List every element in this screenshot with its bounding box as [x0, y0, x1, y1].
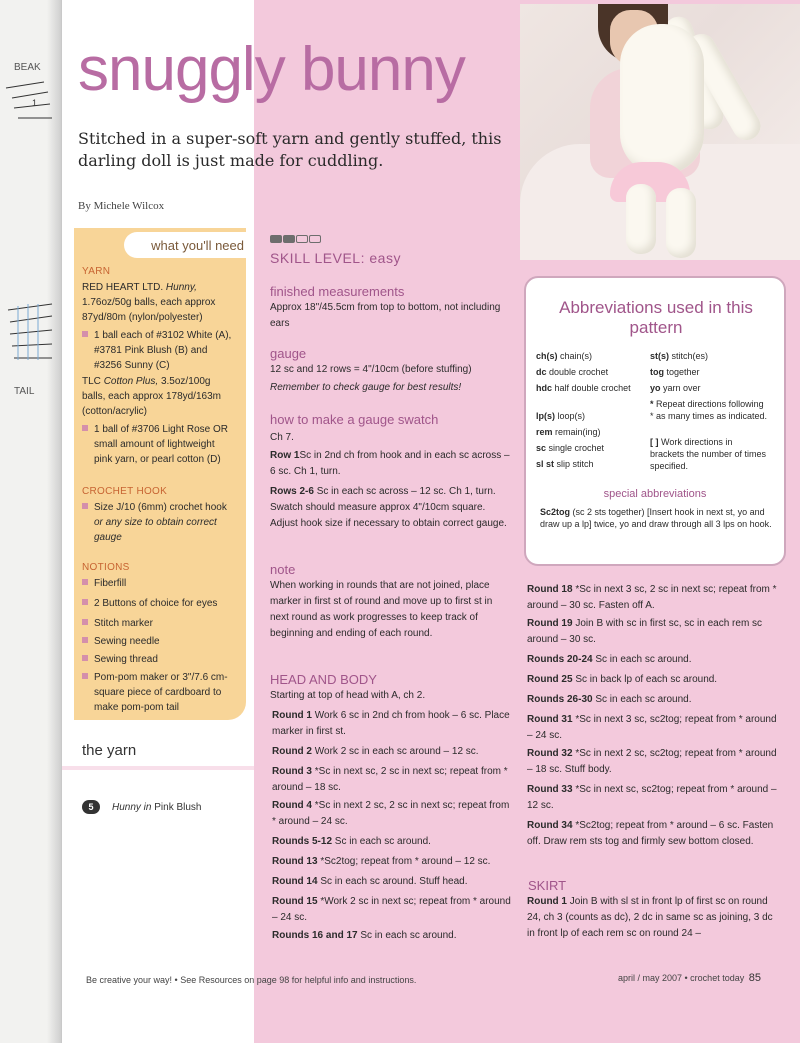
bullet-square-icon	[82, 503, 88, 509]
bullet-square-icon	[82, 579, 88, 585]
skirt-heading: SKIRT	[528, 878, 567, 893]
abbreviation-entry: st(s) stitch(es)	[650, 351, 709, 361]
special-abbreviations-heading: special abbreviations	[603, 488, 707, 500]
yarn-brand-1: RED HEART LTD.	[82, 282, 164, 293]
notion-item: 2 Buttons of choice for eyes	[82, 596, 242, 611]
notion-item: Stitch marker	[82, 616, 242, 631]
diagram-fragment-top	[4, 78, 56, 138]
measurements-text: Approx 18"/45.5cm from top to bottom, not including ears	[270, 302, 501, 329]
hook-section-heading: CROCHET HOOK	[82, 486, 168, 497]
pattern-round: Round 18 *Sc in next 3 sc, 2 sc in next sc; repeat from * around – 30 sc. Fasten off A.	[527, 584, 777, 611]
abbreviation-entry: rem remain(ing)	[536, 427, 601, 437]
title-word-bunny: bunny	[300, 35, 465, 104]
footer-issue: april / may 2007 • crochet today 85	[618, 972, 761, 984]
abbreviation-entry: ch(s) chain(s)	[536, 351, 593, 361]
special-abbreviation-entry: Sc2tog (sc 2 sts together) [Insert hook in next st, yo and draw up a lp] twice, yo and draw through all 3 lps on hook.	[540, 507, 772, 529]
bullet-square-icon	[82, 599, 88, 605]
footer-note: Be creative your way! • See Resources on page 98 for helpful info and instructions.	[86, 975, 417, 985]
hook-bullet: Size J/10 (6mm) crochet hook or any size to obtain correct gauge	[82, 500, 242, 545]
facing-page-edge	[0, 0, 62, 1043]
note-heading: note	[270, 562, 296, 577]
abbreviation-entry: tog together	[650, 367, 700, 377]
notion-item: Sewing needle	[82, 634, 242, 649]
page-gutter	[47, 0, 61, 1043]
pattern-round: Round 33 *Sc in next sc, sc2tog; repeat from * around – 12 sc.	[527, 784, 777, 811]
pattern-round: Round 3 *Sc in next sc, 2 sc in next sc; repeat from * around – 18 sc.	[272, 766, 508, 793]
abbreviation-entry: hdc half double crochet	[536, 383, 631, 393]
bullet-square-icon	[82, 655, 88, 661]
pattern-round: Round 19 Join B with sc in first sc, sc in each rem sc around – 30 sc.	[527, 618, 763, 645]
bullet-square-icon	[82, 425, 88, 431]
abbreviation-entry: [ ] Work directions in brackets the number of times specified.	[650, 437, 767, 471]
pattern-round: Round 32 *Sc in next 2 sc, sc2tog; repeat from * around – 18 sc. Stuff body.	[527, 748, 777, 775]
yarn-section-heading: YARN	[82, 266, 111, 277]
materials-heading: what you'll need	[124, 232, 254, 258]
yarn-brand-2: TLC	[82, 376, 101, 387]
subtitle: Stitched in a super-soft yarn and gently stuffed, this darling doll is just made for cuddling.	[78, 129, 502, 170]
pattern-round: Rounds 26-30 Sc in each sc around.	[527, 694, 692, 705]
swatch-heading: how to make a gauge swatch	[270, 412, 439, 427]
notions-section-heading: NOTIONS	[82, 562, 130, 573]
diagram-label-tail: TAIL	[14, 386, 35, 397]
svg-text:1: 1	[32, 98, 38, 108]
abbreviation-entry: yo yarn over	[650, 383, 701, 393]
abbreviation-entry: sl st slip stitch	[536, 459, 594, 469]
pattern-round: Rounds 20-24 Sc in each sc around.	[527, 654, 692, 665]
diagram-label-beak: BEAK	[14, 62, 41, 73]
yarn-divider	[62, 766, 254, 770]
note-text: When working in rounds that are not joined, place marker in first st of round and move up to first st in next round as work progresses to keep track of beginning and ending of each round.	[270, 580, 493, 639]
pattern-round: Rounds 16 and 17 Sc in each sc around.	[272, 930, 457, 941]
yarn-bullet-1: 1 ball each of #3102 White (A), #3781 Pink Blush (B) and #3256 Sunny (C)	[82, 328, 242, 373]
yarn-spec-1	[82, 280, 234, 325]
gauge-text: 12 sc and 12 rows = 4"/10cm (before stuffing)	[270, 364, 472, 375]
pattern-round: Round 2 Work 2 sc in each sc around – 12 sc.	[272, 746, 479, 757]
yarn-spec-1-text: 1.76oz/50g balls, each approx 87yd/80m (nylon/polyester)	[82, 297, 216, 323]
pattern-round: Round 4 *Sc in next 2 sc, 2 sc in next sc; repeat from * around – 24 sc.	[272, 800, 510, 827]
head-body-heading: HEAD AND BODY	[270, 672, 377, 687]
yarn-weight-icon: 5	[82, 800, 100, 814]
abbreviation-entry: dc double crochet	[536, 367, 609, 377]
yarn-title: the yarn	[82, 742, 137, 759]
pattern-round: Round 31 *Sc in next 3 sc, sc2tog; repeat from * around – 24 sc.	[527, 714, 777, 741]
pattern-round: Round 1 Work 6 sc in 2nd ch from hook – 6 sc. Place marker in first st.	[272, 710, 510, 737]
diagram-fragment-bottom	[4, 300, 56, 380]
bullet-square-icon	[82, 619, 88, 625]
notion-item: Fiberfill	[82, 576, 242, 591]
pattern-round: Round 14 Sc in each sc around. Stuff head.	[272, 876, 468, 887]
pattern-round: Round 34 *Sc2tog; repeat from * around – 6 sc. Fasten off. Draw rem sts tog and firmly sew bottom closed.	[527, 820, 774, 847]
page-number: 85	[748, 972, 761, 984]
page-title	[78, 34, 465, 105]
swatch-row-1: Row 1Sc in 2nd ch from hook and in each sc across – 6 sc. Ch 1, turn.	[270, 450, 510, 477]
yarn-name-2: Cotton Plus,	[103, 376, 159, 387]
notion-item: Pom-pom maker or 3"/7.6 cm-square piece of cardboard to make pom-pom tail	[82, 670, 242, 715]
measurements-heading: finished measurements	[270, 284, 405, 299]
bullet-square-icon	[82, 331, 88, 337]
byline: By Michele Wilcox	[78, 200, 165, 212]
swatch-rows-2-6: Rows 2-6 Sc in each sc across – 12 sc. Ch 1, turn. Swatch should measure approx 4"/10cm square. Adjust hook size if necessary to obtain correct gauge.	[270, 486, 507, 529]
title-word-snuggly: snuggly	[78, 35, 285, 104]
gauge-heading: gauge	[270, 346, 307, 361]
pattern-round: Round 25 Sc in back lp of each sc around.	[527, 674, 718, 685]
skill-level-label: SKILL LEVEL: easy	[270, 250, 401, 266]
abbreviation-entry: sc single crochet	[536, 443, 605, 453]
bullet-square-icon	[82, 637, 88, 643]
abbreviation-entry: lp(s) loop(s)	[536, 411, 586, 421]
gauge-note: Remember to check gauge for best results!	[270, 382, 462, 393]
pattern-round: Round 13 *Sc2tog; repeat from * around – 12 sc.	[272, 856, 491, 867]
bullet-square-icon	[82, 673, 88, 679]
pattern-round: Round 1 Join B with sl st in front lp of first sc on round 24, ch 3 (counts as dc), 2 dc in same sc as joining, 3 dc in front lp of each rem sc on round 24 –	[527, 896, 773, 939]
yarn-name-1: Hunny,	[165, 282, 197, 293]
abbreviations-title: Abbreviations used in this pattern	[559, 298, 753, 337]
yarn-bullet-2: 1 ball of #3706 Light Rose OR small amount of lightweight pink yarn, or pearl cotton (D)	[82, 422, 242, 467]
swatch-chain: Ch 7.	[270, 432, 294, 443]
abbreviation-entry: * Repeat directions following * as many times as indicated.	[650, 399, 768, 421]
pattern-round: Rounds 5-12 Sc in each sc around.	[272, 836, 431, 847]
skill-level-icon	[270, 230, 322, 248]
notion-item: Sewing thread	[82, 652, 242, 667]
pattern-round: Round 15 *Work 2 sc in next sc; repeat from * around – 24 sc.	[272, 896, 511, 923]
yarn-name: Hunny in Pink Blush	[112, 802, 202, 813]
yarn-spec-2-text: 3.5oz/100g balls, each approx 178yd/163m (cotton/acrylic)	[82, 376, 221, 417]
girl-with-bunny-photo	[520, 4, 800, 260]
yarn-spec-2	[82, 374, 234, 419]
head-body-intro: Starting at top of head with A, ch 2.	[270, 690, 426, 701]
